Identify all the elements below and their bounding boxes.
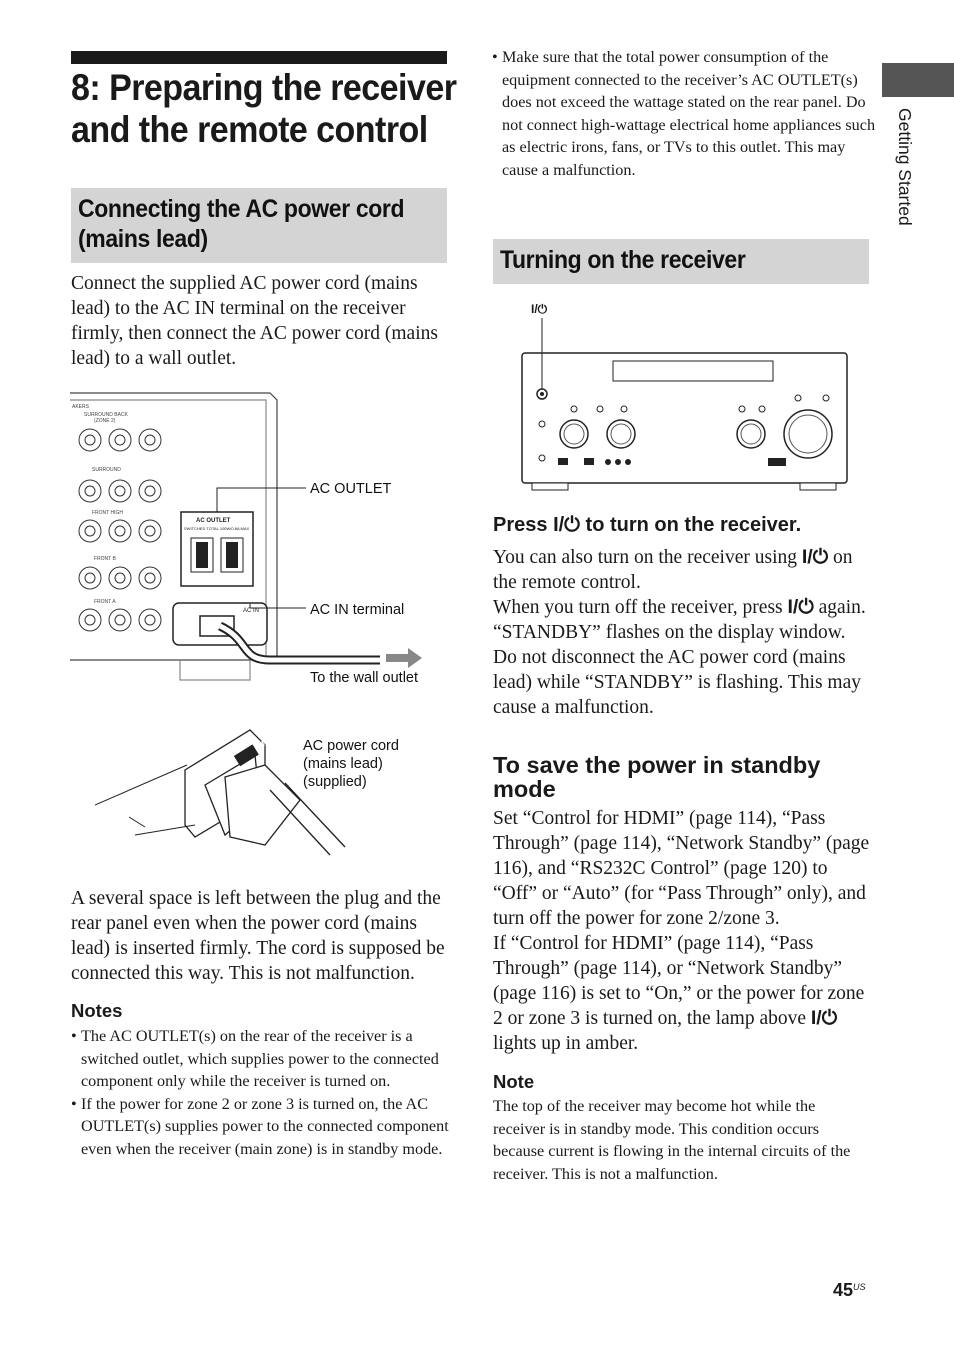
press-heading-pre: Press [493, 514, 554, 536]
press-heading-post: to turn on the receiver. [580, 514, 802, 536]
ac-outlet-rating: SWITCHED TOTAL 100W/0.8A MAX [184, 526, 250, 531]
title-rule [71, 51, 447, 64]
page-number-value: 45 [833, 1280, 854, 1300]
panel-front-high-text: FRONT HIGH [92, 510, 124, 516]
para2-symbol: I/⏻ [787, 596, 814, 618]
section-heading-line2: (mains lead) [78, 225, 208, 253]
page-number-suffix: US [853, 1282, 866, 1292]
para1-symbol: I/⏻ [801, 546, 829, 568]
note-heading: Note [493, 1071, 535, 1092]
para1-post: on the remote control. [493, 547, 853, 593]
para2-post: again. “STANDBY” flashes on the display window. Do not disconnect the AC power cord (mains lead) while “STANDBY” is flashing. This may cause a malfunction. [493, 597, 866, 718]
plug-ac-in-label: IN [254, 739, 267, 752]
para2-pre: When you turn off the receiver, press [493, 597, 788, 618]
panel-zone-text: (ZONE 2) [94, 418, 116, 424]
power-button-label: I/⏻ [531, 302, 548, 316]
turn-on-paragraph-2 [493, 595, 871, 720]
speaker-terminal-row-5 [79, 609, 161, 631]
panel-front-a-text: FRONT A [94, 599, 116, 605]
notes-heading: Notes [71, 1000, 123, 1021]
standby-paragraph-2 [493, 931, 871, 1056]
callout-cord-line2: (mains lead) [303, 756, 383, 772]
panel-front-b-text: FRONT B [94, 556, 116, 562]
side-tab-marker [882, 63, 954, 97]
intro-paragraph: Connect the supplied AC power cord (mains lead) to the AC IN terminal on the receiver firmly, then connect the AC power cord (mains lead) to a wall outlet. [71, 273, 438, 369]
chapter-title-line1: 8: Preparing the receiver [71, 67, 457, 108]
chapter-title-line2: and the remote control [71, 109, 428, 150]
standby-para2-post: lights up in amber. [493, 1033, 639, 1054]
callout-wall-outlet: To the wall outlet [310, 670, 419, 686]
note-paragraph: The top of the receiver may become hot while the receiver is in standby mode. This condition occurs because current is flowing in the internal circuits of the receiver. This is not a malfunction. [493, 1097, 851, 1183]
section-heading-line1: Connecting the AC power cord [78, 195, 405, 223]
panel-surround-text: SURROUND [92, 467, 121, 473]
standby-heading [493, 753, 820, 801]
section-heading-turn-on-text: Turning on the receiver [500, 246, 746, 274]
turn-on-paragraph-1 [493, 545, 871, 595]
standby-para2-pre: If “Control for HDMI” (page 114), “Pass Through” (page 114), or “Network Standby” (page 116) is set to “On,” or the power for zone 2 or zone 3 is turned on, the lamp above [493, 933, 865, 1029]
front-panel-figure [518, 318, 852, 496]
standby-paragraph-1: Set “Control for HDMI” (page 114), “Pass Through” (page 114), “Network Standby” (page 116), and “RS232C Control” (page 120) to “Off” or “Auto” (for “Pass Through” only), and turn off the power for zone 2/zone 3. [493, 808, 870, 929]
speaker-terminal-row-3 [79, 520, 161, 542]
space-note-paragraph: A several space is left between the plug and the rear panel even when the power cord (mains lead) is inserted firmly. The cord is supposed be connected this way. This is not malfunction. [71, 888, 445, 984]
speaker-terminal-row-1 [79, 429, 161, 451]
section-heading-ac-cord [71, 188, 447, 263]
chapter-title [71, 67, 457, 151]
speaker-terminal-row-4 [79, 567, 161, 589]
callout-ac-in: AC IN terminal [310, 602, 405, 618]
standby-para2-symbol: I/⏻ [810, 1007, 838, 1029]
note-item-1: • The AC OUTLET(s) on the rear of the receiver is a switched outlet, which supplies power to the connected component only while the receiver is turned on. [71, 1025, 449, 1093]
callout-ac-outlet: AC OUTLET [310, 481, 392, 497]
power-consumption-note: • Make sure that the total power consumption of the equipment connected to the receiver’s AC OUTLET(s) does not exceed the wattage stated on the rear panel. Do not connect high-wattage electrical home appliances such as electric irons, fans, or TVs to this outlet. This may cause a malfunction. [492, 46, 878, 182]
standby-heading-line1: To save the power in standby [493, 752, 821, 778]
callout-cord [303, 737, 399, 791]
note-item-2: • If the power for zone 2 or zone 3 is turned on, the AC OUTLET(s) supplies power to the connected component even when the receiver (main zone) is in standby mode. [71, 1093, 449, 1161]
speaker-terminal-row-2 [79, 480, 161, 502]
page-number [833, 1280, 866, 1301]
callout-cord-line3: (supplied) [303, 774, 367, 790]
panel-surround-back-text: SURROUND BACK [84, 412, 128, 418]
side-tab-label: Getting Started [895, 108, 915, 226]
ac-outlet-label: AC OUTLET [196, 518, 231, 524]
press-heading-symbol: I/⏻ [553, 514, 580, 536]
callout-cord-line1: AC power cord [303, 738, 399, 754]
rear-panel-figure [70, 390, 430, 690]
section-heading-turn-on [493, 239, 869, 284]
para1-pre: You can also turn on the receiver using [493, 547, 802, 568]
standby-heading-line2: mode [493, 776, 556, 802]
panel-speakers-text: AKERS [72, 404, 89, 410]
notes-list [71, 1025, 449, 1161]
press-heading [493, 514, 801, 537]
ac-in-label: AC IN [243, 608, 260, 614]
